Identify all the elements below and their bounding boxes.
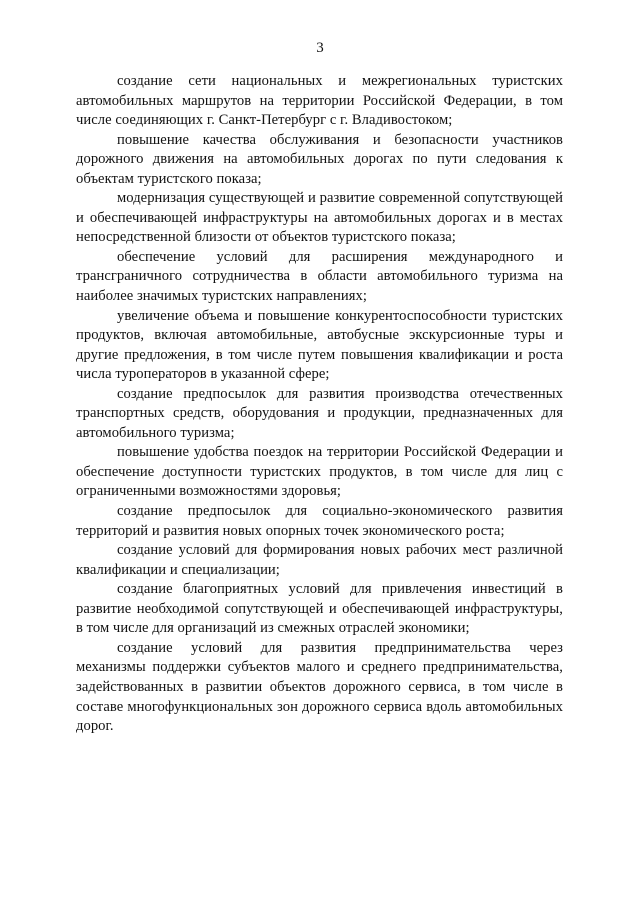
paragraph: создание предпосылок для социально-экономического развития территорий и развития новых опорных точек экономического роста; <box>76 503 563 539</box>
paragraph: создание сети национальных и межрегиональных туристских автомобильных маршрутов на территории Российской Федерации, в том числе соединяющих г. Санкт-Петербург с г. Владивостоком; <box>76 73 563 129</box>
document-body <box>76 72 563 737</box>
paragraph: создание условий для формирования новых рабочих мест различной квалификации и специализации; <box>76 542 563 578</box>
paragraph: создание предпосылок для развития производства отечественных транспортных средств, оборудования и продукции, предназначенных для автомобильного туризма; <box>76 385 563 441</box>
paragraph: повышение качества обслуживания и безопасности участников дорожного движения на автомобильных дорогах по пути следования к объектам туристского показа; <box>76 131 563 187</box>
page-number: 3 <box>316 40 324 56</box>
paragraph: повышение удобства поездок на территории Российской Федерации и обеспечение доступности туристских продуктов, в том числе для лиц с ограниченными возможностями здоровья; <box>76 444 563 500</box>
paragraph: создание благоприятных условий для привлечения инвестиций в развитие необходимой сопутствующей и обеспечивающей инфраструктуры, в том числе для организаций из смежных отраслей экономики; <box>76 581 563 637</box>
paragraph: увеличение объема и повышение конкурентоспособности туристских продуктов, включая автомобильные, автобусные экскурсионные туры и другие предложения, в том числе путем повышения квалификации и роста числа туроператоров в указанной сфере; <box>76 307 563 383</box>
paragraph: модернизация существующей и развитие современной сопутствующей и обеспечивающей инфраструктуры на автомобильных дорогах и в местах непосредственной близости от объектов туристского показа; <box>76 190 563 246</box>
paragraph: создание условий для развития предпринимательства через механизмы поддержки субъектов малого и среднего предпринимательства, задействованных в развитии объектов дорожного сервиса, в том числе в составе многофункциональных зон дорожного сервиса вдоль автомобильных дорог. <box>76 639 563 735</box>
paragraph: обеспечение условий для расширения международного и трансграничного сотрудничества в области автомобильного туризма на наиболее значимых туристских направлениях; <box>76 248 563 305</box>
